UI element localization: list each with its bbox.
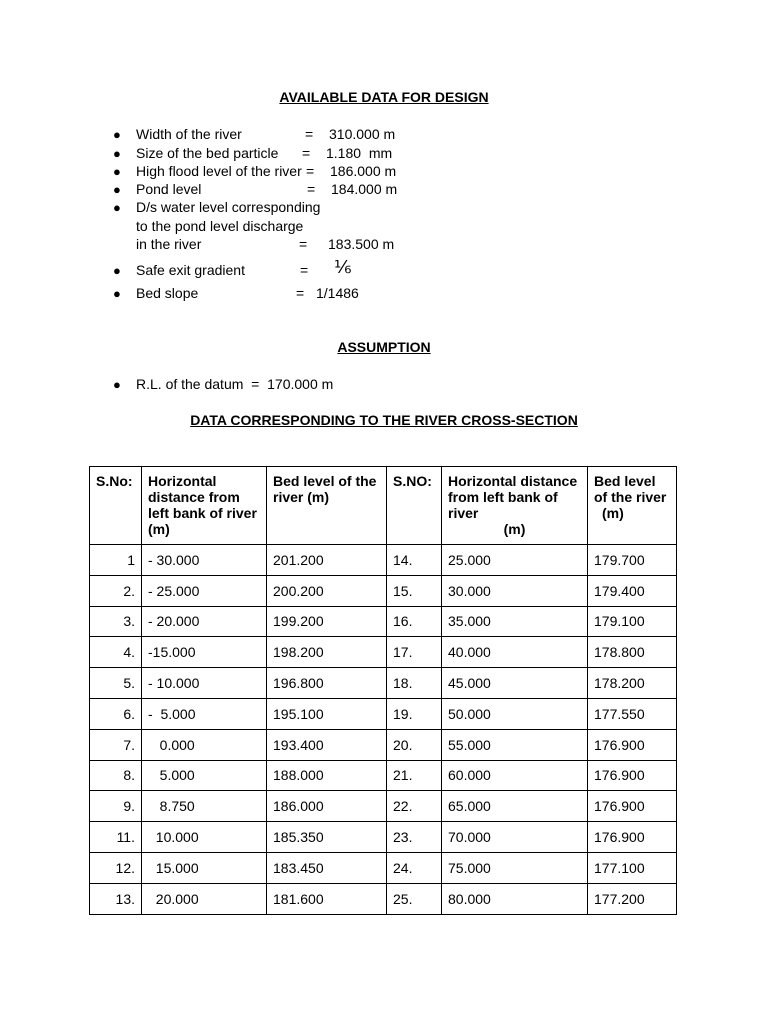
ds-level-label-line1: D/s water level corresponding [136,199,321,215]
exit-gradient-eq: = [300,262,309,278]
cell-bed-level: 176.900 [588,760,677,791]
cell-bed-level: 176.900 [588,729,677,760]
cell-bed-level: 186.000 [267,791,387,822]
cell-distance: 25.000 [442,545,588,576]
cell-distance: - 25.000 [142,575,267,606]
width-eq: = [305,126,314,142]
table-row [90,606,677,637]
bullet-icon: ● [113,377,121,392]
design-data-heading: AVAILABLE DATA FOR DESIGN [279,89,489,105]
cell-bed-level: 196.800 [267,668,387,699]
cell-sno: 22. [387,791,442,822]
assumption-heading: ASSUMPTION [337,339,431,355]
cell-distance: 80.000 [442,883,588,914]
cell-sno: 9. [90,791,142,822]
header-bed-level-1: Bed level of the river (m) [267,467,387,545]
cell-sno: 2. [90,575,142,606]
cell-sno: 5. [90,668,142,699]
cell-distance: 0.000 [142,729,267,760]
header-bed-level-2-text: Bed level of the river [594,473,667,505]
cell-bed-level: 193.400 [267,729,387,760]
cell-distance: 50.000 [442,698,588,729]
cell-sno: 19. [387,698,442,729]
header-distance-2-unit: (m) [503,521,526,537]
ds-level-eq: = [299,236,308,252]
bullet-icon: ● [113,263,121,278]
cell-bed-level: 178.200 [588,668,677,699]
cell-sno: 13. [90,883,142,914]
cell-distance: - 5.000 [142,698,267,729]
ds-level-label-line3: in the river [136,236,202,252]
cell-bed-level: 177.550 [588,698,677,729]
bullet-icon: ● [113,146,121,161]
cell-sno: 12. [90,852,142,883]
cell-sno: 24. [387,852,442,883]
table-row [90,822,677,853]
width-value: 310.000 m [329,126,396,142]
cell-bed-level: 195.100 [267,698,387,729]
header-distance-2-text: Horizontal distance from left bank of river [448,473,578,521]
bed-particle-eq: = [302,145,311,161]
cell-distance: - 20.000 [142,606,267,637]
cell-bed-level: 179.400 [588,575,677,606]
pond-level-eq: = [307,181,316,197]
cell-bed-level: 181.600 [267,883,387,914]
cell-bed-level: 199.200 [267,606,387,637]
cell-sno: 16. [387,606,442,637]
cell-sno: 25. [387,883,442,914]
cell-distance: 10.000 [142,822,267,853]
cell-bed-level: 177.100 [588,852,677,883]
bed-slope-eq: = [296,285,305,301]
cell-bed-level: 201.200 [267,545,387,576]
datum-item: R.L. of the datum = 170.000 m [136,376,334,392]
ds-level-label-line2: to the pond level discharge [136,218,304,234]
bullet-icon: ● [113,127,121,142]
bullet-icon: ● [113,286,121,301]
cell-bed-level: 183.450 [267,852,387,883]
cell-bed-level: 179.100 [588,606,677,637]
cell-distance: 40.000 [442,637,588,668]
cell-sno: 1 [90,545,142,576]
cell-distance: 20.000 [142,883,267,914]
table-row [90,637,677,668]
cell-bed-level: 176.900 [588,822,677,853]
bed-particle-label: Size of the bed particle [136,145,279,161]
header-distance-1: Horizontal distance from left bank of river (m) [142,467,267,545]
cell-bed-level: 178.800 [588,637,677,668]
bed-slope-label: Bed slope [136,285,199,301]
table-body [90,545,677,915]
cross-section-heading: DATA CORRESPONDING TO THE RIVER CROSS-SECTION [190,412,578,428]
hfl-eq: = [306,163,315,179]
exit-gradient-label: Safe exit gradient [136,262,245,278]
cell-sno: 21. [387,760,442,791]
header-bed-level-2 [588,467,677,545]
cell-sno: 3. [90,606,142,637]
cell-sno: 4. [90,637,142,668]
bullet-icon: ● [113,164,121,179]
cell-distance: 55.000 [442,729,588,760]
cell-distance: - 10.000 [142,668,267,699]
bed-particle-value: 1.180 mm [326,145,393,161]
cell-sno: 8. [90,760,142,791]
header-sno-2: S.NO: [387,467,442,545]
table-header-row [90,467,677,545]
cell-distance: 75.000 [442,852,588,883]
bed-slope-value: 1/1486 [316,285,359,301]
cell-distance: 8.750 [142,791,267,822]
cell-distance: 15.000 [142,852,267,883]
exit-gradient-value: ⅙ [334,257,352,277]
table-row [90,729,677,760]
cell-sno: 14. [387,545,442,576]
cell-distance: 5.000 [142,760,267,791]
hfl-value: 186.000 m [330,163,397,179]
cell-bed-level: 177.200 [588,883,677,914]
table-row [90,668,677,699]
cell-distance: -15.000 [142,637,267,668]
cell-sno: 18. [387,668,442,699]
cross-section-table [89,466,677,915]
cell-bed-level: 185.350 [267,822,387,853]
cell-distance: 70.000 [442,822,588,853]
table-row [90,698,677,729]
header-sno-1: S.No: [90,467,142,545]
table-row [90,883,677,914]
hfl-label: High flood level of the river [136,163,302,179]
header-distance-2 [442,467,588,545]
table-row [90,791,677,822]
table-row [90,852,677,883]
table-row [90,760,677,791]
width-label: Width of the river [136,126,242,142]
cell-bed-level: 200.200 [267,575,387,606]
bullet-icon: ● [113,182,121,197]
cell-distance: 30.000 [442,575,588,606]
cell-bed-level: 188.000 [267,760,387,791]
table-row [90,545,677,576]
pond-level-value: 184.000 m [331,181,398,197]
cell-sno: 20. [387,729,442,760]
cell-distance: 60.000 [442,760,588,791]
header-bed-level-2-unit: (m) [602,505,624,521]
cell-bed-level: 198.200 [267,637,387,668]
bullet-icon: ● [113,200,121,215]
cell-bed-level: 176.900 [588,791,677,822]
cell-bed-level: 179.700 [588,545,677,576]
cell-sno: 6. [90,698,142,729]
cell-distance: 45.000 [442,668,588,699]
pond-level-label: Pond level [136,181,202,197]
cell-distance: - 30.000 [142,545,267,576]
cell-sno: 7. [90,729,142,760]
cell-distance: 35.000 [442,606,588,637]
cell-sno: 17. [387,637,442,668]
cell-distance: 65.000 [442,791,588,822]
cell-sno: 15. [387,575,442,606]
cell-sno: 11. [90,822,142,853]
cell-sno: 23. [387,822,442,853]
ds-level-value: 183.500 m [328,236,395,252]
table-row [90,575,677,606]
